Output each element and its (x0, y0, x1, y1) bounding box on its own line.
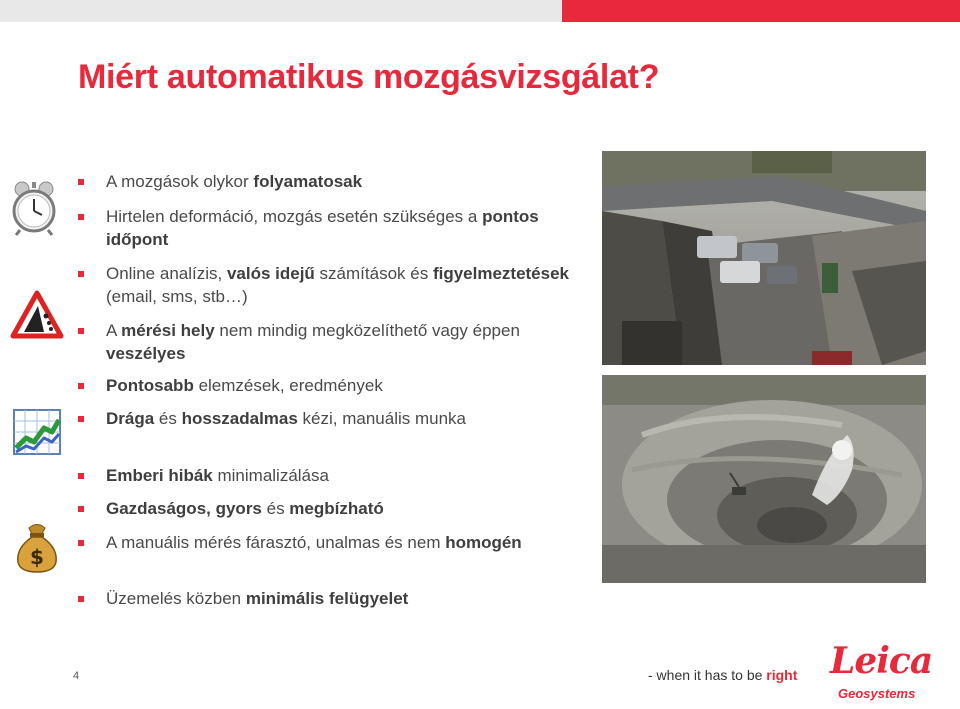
bullet-text-run: A manuális mérés fárasztó, unalmas és nem (106, 533, 446, 552)
rising-chart-icon (12, 408, 62, 456)
bullet-bold-run: folyamatosak (253, 172, 363, 191)
bullet-bold-run: Emberi hibák (106, 466, 213, 485)
bullet-text (106, 407, 578, 430)
bullet-marker (78, 271, 84, 277)
bullet-text (106, 497, 578, 520)
top-bar-red (562, 0, 960, 22)
bullet-bold-run: Pontosabb (106, 376, 194, 395)
bullet-text-run: nem mindig megközelíthető vagy éppen (214, 321, 520, 340)
money-bag-icon (12, 518, 62, 574)
bullet-bold-run: megbízható (289, 499, 384, 518)
bullet-bold-run: veszélyes (106, 344, 186, 363)
bullet-text (106, 587, 578, 610)
svg-text:$: $ (30, 545, 44, 569)
bullet-text-run: Hirtelen deformáció, mozgás esetén szükséges a (106, 207, 483, 226)
bullet-text-run: számítások és (314, 264, 433, 283)
bullet-marker (78, 328, 84, 334)
bullet-text-run: A (106, 321, 122, 340)
bullet-text-run: A mozgások olykor (106, 172, 254, 191)
bullet-text-run: kézi, manuális munka (297, 409, 467, 428)
bullet-bold-run: homogén (445, 533, 522, 552)
bullet-item (78, 531, 578, 554)
tagline-emphasis: right (766, 667, 798, 683)
tagline-text: - when it has to be (648, 667, 767, 683)
bullet-item (78, 497, 578, 520)
bullet-marker (78, 473, 84, 479)
bullet-text (106, 319, 578, 365)
collapsed-highway-photo (602, 151, 926, 365)
bullet-text-run: Üzemelés közben (106, 589, 246, 608)
bullet-item (78, 262, 578, 308)
bullet-marker (78, 596, 84, 602)
slide-title: Miért automatikus mozgásvizsgálat? (78, 58, 660, 96)
bullet-item (78, 407, 578, 430)
bullet-text (106, 262, 578, 308)
leica-geosystems-logo (830, 640, 933, 705)
bullet-bold-run: Drága (106, 409, 155, 428)
logo-wordmark: Leica (830, 640, 933, 682)
bullet-bold-run: minimális felügyelet (245, 589, 409, 608)
bullet-item (78, 374, 578, 397)
bullet-bold-run: pontos időpont (106, 207, 539, 249)
bullet-text (106, 464, 578, 487)
bullet-text-run: elemzések, eredmények (193, 376, 383, 395)
bullet-item (78, 587, 578, 610)
bullet-marker (78, 383, 84, 389)
bullet-item (78, 170, 578, 193)
bullet-text (106, 531, 578, 554)
logo-subtitle: Geosystems (838, 686, 916, 701)
tagline (648, 667, 797, 683)
bullet-bold-run: figyelmeztetések (432, 264, 570, 283)
top-bar-grey (0, 0, 562, 22)
bullet-text (106, 170, 578, 193)
bullet-text-run: és (154, 409, 182, 428)
bullet-marker (78, 179, 84, 185)
bullet-bold-run: hosszadalmas (181, 409, 298, 428)
bullet-text (106, 205, 578, 251)
falling-rocks-warning-icon (10, 290, 64, 340)
bullet-text-run: (email, sms, stb…) (106, 287, 248, 306)
bullet-bold-run: valós idejű (226, 264, 315, 283)
bullet-marker (78, 416, 84, 422)
page-number: 4 (73, 670, 80, 682)
bullet-bold-run: Gazdaságos, gyors (106, 499, 262, 518)
alarm-clock-icon (10, 180, 58, 236)
bullet-item (78, 464, 578, 487)
bullet-text-run: és (261, 499, 290, 518)
bullet-marker (78, 214, 84, 220)
open-pit-mine-photo (602, 375, 926, 583)
bullet-marker (78, 506, 84, 512)
bullet-text-run: minimalizálása (212, 466, 329, 485)
bullet-text (106, 374, 578, 397)
bullet-text-run: Online analízis, (106, 264, 227, 283)
bullet-item (78, 205, 578, 251)
bullet-marker (78, 540, 84, 546)
bullet-bold-run: mérési hely (121, 321, 215, 340)
bullet-item (78, 319, 578, 365)
